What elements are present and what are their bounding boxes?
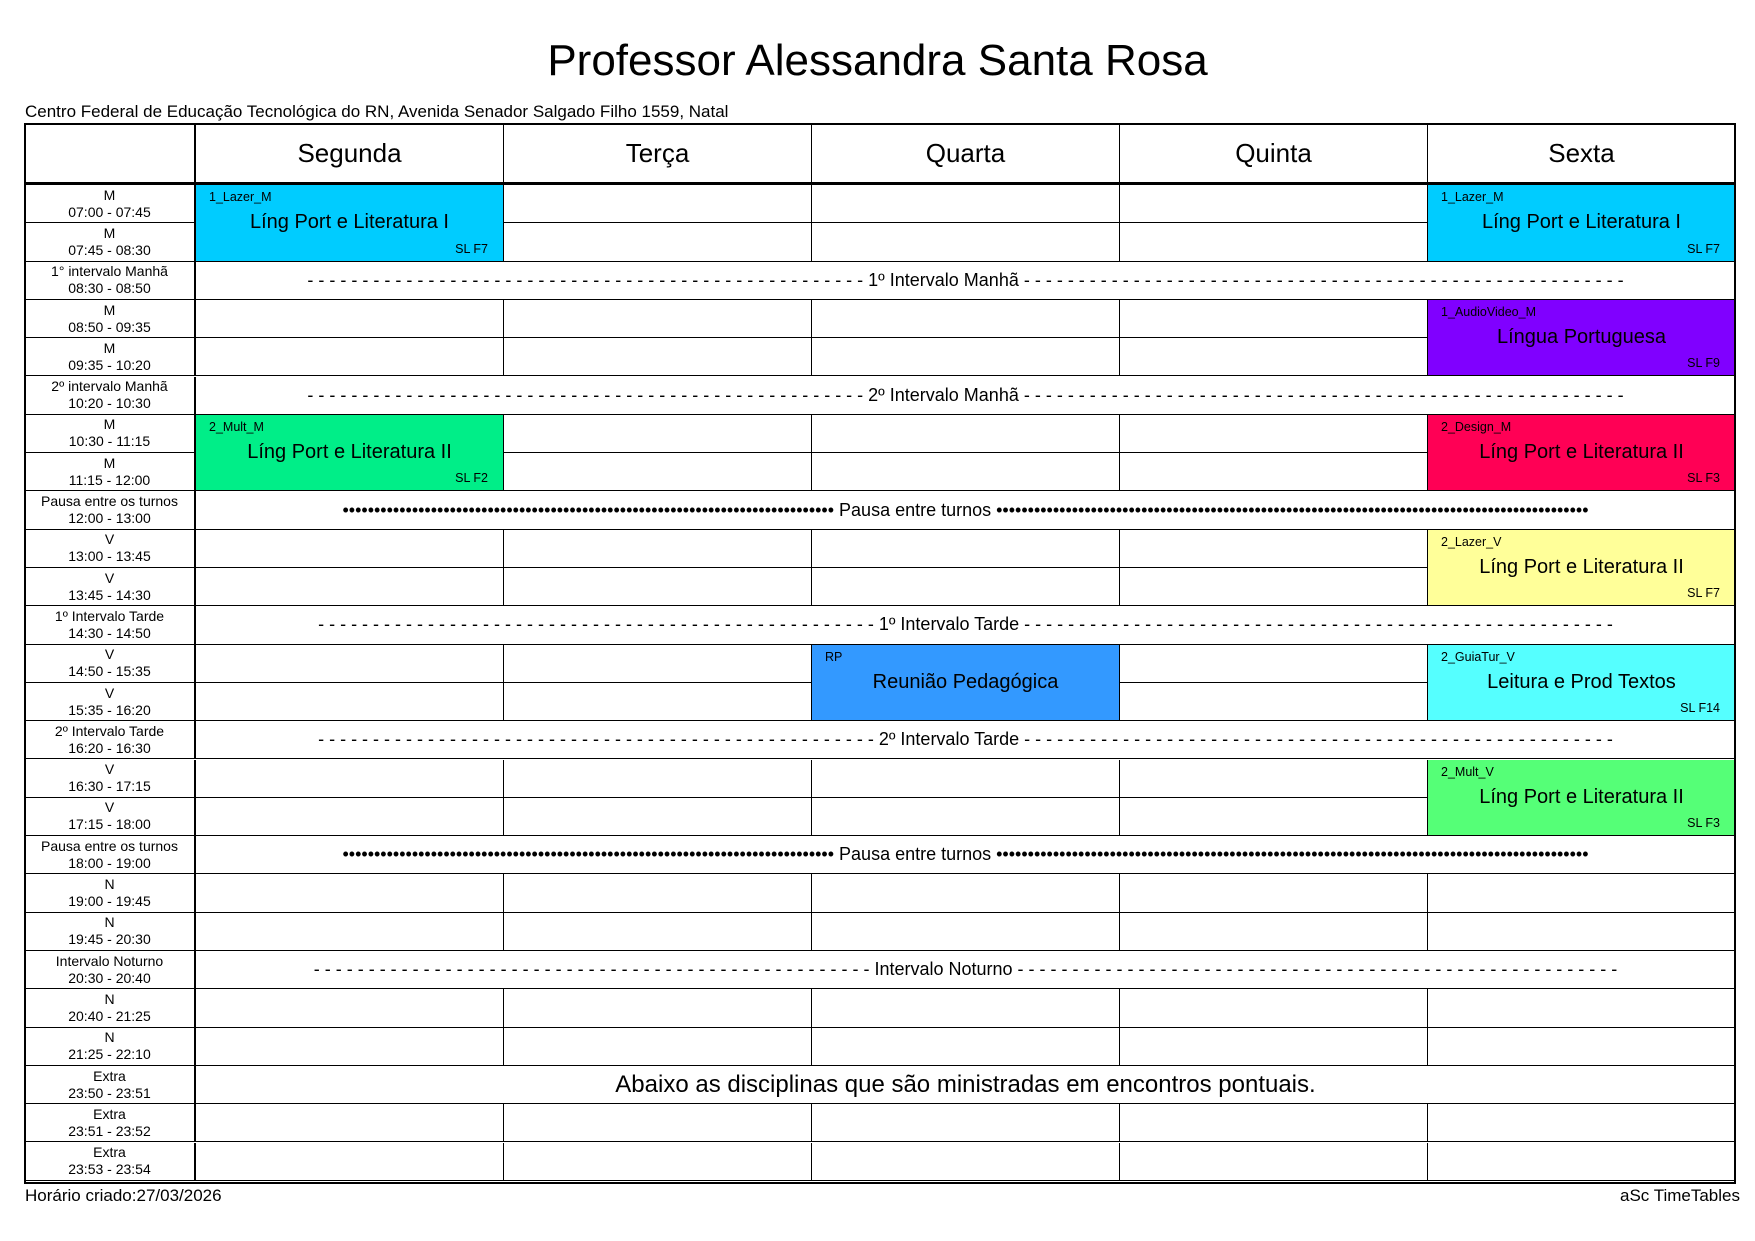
empty-slot[interactable] (812, 1028, 1120, 1066)
empty-slot[interactable] (504, 798, 812, 836)
empty-slot[interactable] (504, 453, 812, 491)
break-label: - - - - - - - - - - - - - - - - - - - - - - - - - - - - - - - - - - - - - - - - - - - - - - - - - - - 2º Intervalo Manhã - - - - - - - - - - - - - - - - - - - - - - - - - - - - - - - - - - - - - - - - - - - - - - - - - - - - - - - (307, 384, 1624, 405)
time-slot-label (25, 491, 196, 529)
empty-slot[interactable] (1428, 1143, 1736, 1181)
empty-slot[interactable] (1428, 874, 1736, 912)
page-title: Professor Alessandra Santa Rosa (547, 36, 1208, 85)
empty-slot[interactable] (196, 1143, 504, 1181)
empty-slot[interactable] (504, 760, 812, 798)
empty-slot[interactable] (812, 415, 1120, 453)
break-band (196, 491, 1736, 529)
empty-slot[interactable] (812, 874, 1120, 912)
time-slot-label (25, 185, 196, 223)
empty-slot[interactable] (196, 913, 504, 951)
break-label: - - - - - - - - - - - - - - - - - - - - - - - - - - - - - - - - - - - - - - - - - - - - - - - - - - - 1º Intervalo Manhã - - - - - - - - - - - - - - - - - - - - - - - - - - - - - - - - - - - - - - - - - - - - - - - - - - - - - - - (307, 269, 1624, 290)
lesson-subject: Língua Portuguesa (1496, 326, 1667, 349)
break-band (196, 262, 1736, 300)
empty-slot[interactable] (812, 223, 1120, 261)
period-name: N (104, 876, 115, 893)
lesson-room: SL F3 (1687, 471, 1720, 486)
period-name: M (103, 416, 116, 433)
empty-slot[interactable] (1120, 453, 1428, 491)
empty-slot[interactable] (504, 1028, 812, 1066)
period-name: V (104, 646, 115, 663)
lesson-class-code: 1_Lazer_M (1441, 190, 1504, 204)
empty-slot[interactable] (812, 300, 1120, 338)
period-name: V (104, 684, 115, 701)
lesson-subject: Líng Port e Literatura I (249, 211, 449, 234)
empty-slot[interactable] (1120, 913, 1428, 951)
period-time: 08:30 - 08:50 (68, 280, 151, 297)
empty-slot[interactable] (196, 645, 504, 683)
period-name: M (103, 224, 116, 241)
lesson-card[interactable] (1428, 415, 1736, 492)
period-time: 16:20 - 16:30 (68, 739, 151, 756)
lesson-room: SL F7 (1687, 586, 1720, 601)
lesson-subject: Líng Port e Literatura I (1481, 211, 1681, 234)
period-name: 1° intervalo Manhã (51, 263, 168, 280)
empty-slot[interactable] (1120, 338, 1428, 376)
empty-slot[interactable] (504, 645, 812, 683)
lesson-class-code: 2_Design_M (1441, 419, 1512, 434)
period-time: 13:00 - 13:45 (68, 548, 151, 565)
empty-slot[interactable] (1428, 989, 1736, 1027)
lesson-subject: Leitura e Prod Textos (1487, 670, 1676, 693)
period-name: V (104, 531, 115, 548)
time-slot-label (25, 760, 196, 798)
empty-slot[interactable] (812, 530, 1120, 568)
period-name: N (104, 1029, 115, 1046)
time-slot-label (25, 913, 196, 951)
time-slot-label (25, 530, 196, 568)
period-time: 17:15 - 18:00 (68, 816, 151, 833)
day-header (196, 125, 504, 185)
empty-slot[interactable] (812, 1104, 1120, 1142)
empty-slot[interactable] (504, 989, 812, 1027)
lesson-class-code: RP (825, 649, 843, 664)
header-corner (25, 125, 196, 185)
period-name: V (104, 761, 115, 778)
empty-slot[interactable] (1120, 798, 1428, 836)
time-slot-label (25, 1028, 196, 1066)
break-label: •••••••••••••••••••••••••••••••••••••••••••••••••••••••••••••••••••••••••••••• Pausa entre turnos •••••••••••••••••••••••••••••••••••••••••••••••••••••••••••••••••••••••••••••••••••••••••••••• (342, 844, 1589, 865)
lesson-subject: Líng Port e Literatura II (247, 441, 452, 464)
empty-slot[interactable] (196, 568, 504, 606)
empty-slot[interactable] (1120, 1143, 1428, 1181)
day-header (812, 125, 1120, 185)
time-slot-label (25, 262, 196, 300)
day-header (1428, 125, 1736, 185)
empty-slot[interactable] (1428, 1028, 1736, 1066)
time-slot-label (25, 453, 196, 491)
period-time: 13:45 - 14:30 (68, 586, 151, 603)
empty-slot[interactable] (1428, 913, 1736, 951)
period-time: 15:35 - 16:20 (68, 701, 151, 718)
time-slot-label (25, 568, 196, 606)
period-name: 2º intervalo Manhã (51, 378, 168, 395)
period-name: Pausa entre os turnos (41, 837, 178, 854)
empty-slot[interactable] (504, 913, 812, 951)
lesson-class-code: 1_Lazer_M (209, 190, 272, 204)
day-label: Terça (625, 138, 690, 168)
day-label: Quinta (1235, 138, 1312, 168)
day-label: Sexta (1548, 138, 1615, 168)
empty-slot[interactable] (812, 989, 1120, 1027)
time-slot-label (25, 951, 196, 989)
lesson-subject: Líng Port e Literatura II (1479, 785, 1684, 808)
empty-slot[interactable] (504, 185, 812, 223)
break-band (196, 1066, 1736, 1104)
time-slot-label (25, 798, 196, 836)
empty-slot[interactable] (196, 989, 504, 1027)
empty-slot[interactable] (1120, 1104, 1428, 1142)
period-time: 20:40 - 21:25 (68, 1007, 151, 1024)
empty-slot[interactable] (812, 338, 1120, 376)
lesson-room: SL F2 (455, 471, 488, 486)
period-time: 11:15 - 12:00 (68, 471, 151, 488)
empty-slot[interactable] (1120, 415, 1428, 453)
lesson-subject: Líng Port e Literatura II (1479, 441, 1684, 464)
period-name: Intervalo Noturno (55, 952, 164, 969)
period-name: M (103, 186, 116, 203)
time-slot-label (25, 874, 196, 912)
lesson-card[interactable] (1428, 530, 1736, 607)
period-name: Extra (93, 1105, 126, 1122)
period-name: N (104, 914, 115, 931)
break-label: - - - - - - - - - - - - - - - - - - - - - - - - - - - - - - - - - - - - - - - - - - - - - - - - - - - Intervalo Noturno - - - - - - - - - - - - - - - - - - - - - - - - - - - - - - - - - - - - - - - - - - - - - - - - - - - - - - - (313, 959, 1618, 980)
break-band (196, 377, 1736, 415)
lesson-class-code: 2_Lazer_V (1441, 534, 1502, 549)
break-label: •••••••••••••••••••••••••••••••••••••••••••••••••••••••••••••••••••••••••••••• Pausa entre turnos •••••••••••••••••••••••••••••••••••••••••••••••••••••••••••••••••••••••••••••••••••••••••••••• (342, 499, 1589, 520)
brand-label: aSc TimeTables (1620, 1186, 1740, 1205)
time-slot-label (25, 377, 196, 415)
empty-slot[interactable] (812, 568, 1120, 606)
empty-slot[interactable] (1120, 223, 1428, 261)
empty-slot[interactable] (812, 453, 1120, 491)
empty-slot[interactable] (1120, 874, 1428, 912)
lesson-card[interactable] (1428, 300, 1736, 377)
time-slot-label (25, 223, 196, 261)
empty-slot[interactable] (1428, 1104, 1736, 1142)
break-label: - - - - - - - - - - - - - - - - - - - - - - - - - - - - - - - - - - - - - - - - - - - - - - - - - - - 2º Intervalo Tarde - - - - - - - - - - - - - - - - - - - - - - - - - - - - - - - - - - - - - - - - - - - - - - - - - - - - - - (318, 729, 1613, 750)
period-name: Pausa entre os turnos (41, 493, 178, 510)
empty-slot[interactable] (1120, 683, 1428, 721)
empty-slot[interactable] (196, 338, 504, 376)
lesson-room: SL F3 (1687, 816, 1720, 831)
empty-slot[interactable] (1120, 300, 1428, 338)
time-slot-label (25, 338, 196, 376)
time-slot-label (25, 1066, 196, 1104)
period-name: V (104, 799, 115, 816)
empty-slot[interactable] (1120, 760, 1428, 798)
lesson-subject: Líng Port e Literatura II (1479, 555, 1684, 578)
period-time: 09:35 - 10:20 (68, 356, 151, 373)
empty-slot[interactable] (196, 760, 504, 798)
empty-slot[interactable] (1120, 530, 1428, 568)
empty-slot[interactable] (1120, 989, 1428, 1027)
time-slot-label (25, 989, 196, 1027)
period-name: Extra (93, 1144, 126, 1161)
empty-slot[interactable] (504, 530, 812, 568)
period-time: 18:00 - 19:00 (68, 854, 151, 871)
time-slot-label (25, 1143, 196, 1181)
empty-slot[interactable] (504, 683, 812, 721)
empty-slot[interactable] (196, 300, 504, 338)
period-name: M (103, 301, 116, 318)
lesson-room: SL F7 (455, 241, 488, 256)
empty-slot[interactable] (504, 1143, 812, 1181)
time-slot-label (25, 300, 196, 338)
period-time: 07:00 - 07:45 (68, 203, 151, 220)
period-time: 19:00 - 19:45 (68, 893, 151, 910)
period-time: 10:20 - 10:30 (68, 395, 151, 412)
empty-slot[interactable] (1120, 1028, 1428, 1066)
break-band (196, 951, 1736, 989)
period-name: Extra (93, 1067, 126, 1084)
lesson-room: SL F7 (1687, 241, 1720, 256)
lesson-card[interactable] (812, 645, 1120, 722)
period-time: 10:30 - 11:15 (68, 433, 151, 450)
empty-slot[interactable] (504, 1104, 812, 1142)
lesson-card[interactable] (196, 415, 504, 492)
time-slot-label (25, 645, 196, 683)
break-label: Abaixo as disciplinas que são ministradas em encontros pontuais. (615, 1070, 1316, 1098)
empty-slot[interactable] (812, 185, 1120, 223)
day-label: Segunda (297, 138, 402, 168)
lesson-card[interactable] (196, 185, 504, 262)
period-name: M (103, 339, 116, 356)
lesson-class-code: 2_GuiaTur_V (1441, 649, 1515, 664)
empty-slot[interactable] (196, 798, 504, 836)
period-time: 14:30 - 14:50 (68, 624, 151, 641)
period-time: 23:53 - 23:54 (68, 1161, 151, 1178)
lesson-card[interactable] (1428, 760, 1736, 837)
empty-slot[interactable] (196, 1028, 504, 1066)
period-time: 21:25 - 22:10 (68, 1046, 151, 1063)
created-date: Horário criado:27/03/2026 (25, 1186, 222, 1205)
break-band (196, 836, 1736, 874)
time-slot-label (25, 721, 196, 759)
empty-slot[interactable] (1120, 185, 1428, 223)
period-time: 23:51 - 23:52 (68, 1122, 151, 1139)
lesson-class-code: 1_AudioVideo_M (1441, 304, 1536, 319)
period-time: 14:50 - 15:35 (68, 663, 151, 680)
empty-slot[interactable] (196, 530, 504, 568)
break-band (196, 606, 1736, 644)
period-name: V (104, 569, 115, 586)
period-name: 1º Intervalo Tarde (54, 607, 165, 624)
day-header (1120, 125, 1428, 185)
school-address: Centro Federal de Educação Tecnológica do RN, Avenida Senador Salgado Filho 1559, Natal (25, 102, 729, 121)
period-time: 12:00 - 13:00 (68, 510, 151, 527)
empty-slot[interactable] (1120, 568, 1428, 606)
period-name: N (104, 990, 115, 1007)
period-time: 07:45 - 08:30 (68, 241, 151, 258)
empty-slot[interactable] (504, 300, 812, 338)
lesson-room: SL F9 (1687, 356, 1720, 371)
lesson-card[interactable] (1428, 185, 1736, 262)
lesson-card[interactable] (1428, 645, 1736, 722)
lesson-class-code: 2_Mult_V (1441, 764, 1494, 779)
time-slot-label (25, 606, 196, 644)
period-time: 08:50 - 09:35 (68, 318, 151, 335)
empty-slot[interactable] (196, 874, 504, 912)
break-label: - - - - - - - - - - - - - - - - - - - - - - - - - - - - - - - - - - - - - - - - - - - - - - - - - - - 1º Intervalo Tarde - - - - - - - - - - - - - - - - - - - - - - - - - - - - - - - - - - - - - - - - - - - - - - - - - - - - - - (318, 614, 1613, 635)
day-label: Quarta (925, 138, 1006, 168)
empty-slot[interactable] (812, 1143, 1120, 1181)
empty-slot[interactable] (812, 760, 1120, 798)
empty-slot[interactable] (504, 223, 812, 261)
empty-slot[interactable] (504, 874, 812, 912)
period-name: M (103, 454, 116, 471)
empty-slot[interactable] (504, 415, 812, 453)
empty-slot[interactable] (196, 1104, 504, 1142)
empty-slot[interactable] (812, 798, 1120, 836)
period-time: 23:50 - 23:51 (68, 1084, 151, 1101)
time-slot-label (25, 415, 196, 453)
lesson-class-code: 2_Mult_M (209, 419, 264, 434)
empty-slot[interactable] (812, 913, 1120, 951)
period-time: 16:30 - 17:15 (68, 778, 151, 795)
time-slot-label (25, 683, 196, 721)
lesson-subject: Reunião Pedagógica (872, 670, 1059, 693)
lesson-room: SL F14 (1680, 701, 1720, 716)
empty-slot[interactable] (504, 568, 812, 606)
period-time: 19:45 - 20:30 (68, 931, 151, 948)
time-slot-label (25, 1104, 196, 1142)
time-slot-label (25, 836, 196, 874)
period-name: 2º Intervalo Tarde (54, 722, 165, 739)
day-header (504, 125, 812, 185)
empty-slot[interactable] (504, 338, 812, 376)
empty-slot[interactable] (196, 683, 504, 721)
empty-slot[interactable] (1120, 645, 1428, 683)
break-band (196, 721, 1736, 759)
period-time: 20:30 - 20:40 (68, 969, 151, 986)
